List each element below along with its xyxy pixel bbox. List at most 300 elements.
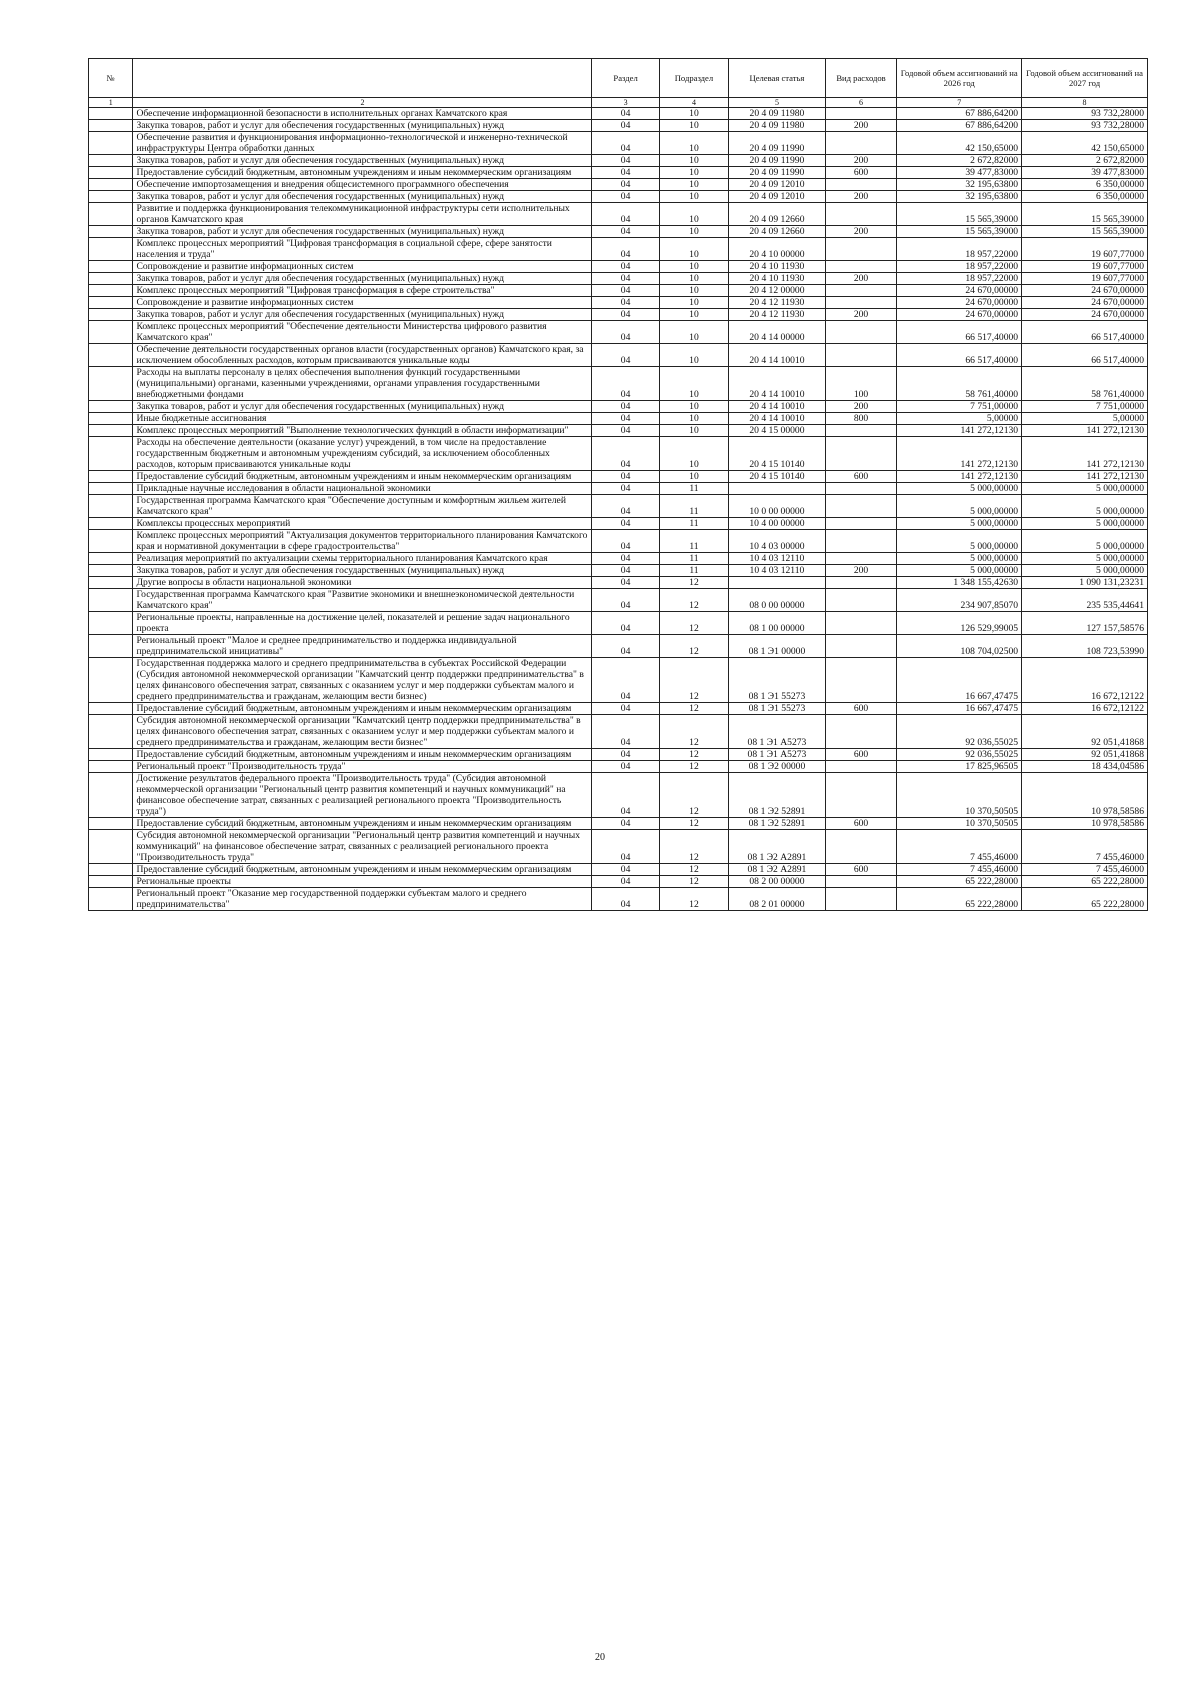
vid-rashodov-cell: 800 [825,413,897,425]
amount-2026-cell: 141 272,12130 [897,471,1022,483]
podrazdel-cell: 10 [659,108,728,120]
podrazdel-cell: 10 [659,167,728,179]
row-num-cell [89,273,133,285]
amount-2027-cell: 141 272,12130 [1022,437,1148,471]
vid-rashodov-cell: 200 [825,226,897,238]
vid-rashodov-cell [825,773,897,818]
amount-2027-cell: 16 672,12122 [1022,703,1148,715]
amount-2026-cell: 5 000,00000 [897,495,1022,518]
amount-2027-cell: 19 607,77000 [1022,261,1148,273]
amount-2027-cell: 6 350,00000 [1022,179,1148,191]
razdel-cell: 04 [592,703,659,715]
razdel-cell: 04 [592,167,659,179]
table-row [89,309,1148,321]
celevaya-statya-cell: 08 1 Э1 55273 [729,703,826,715]
amount-2027-cell: 7 455,46000 [1022,830,1148,864]
vid-rashodov-cell [825,518,897,530]
vid-rashodov-cell [825,876,897,888]
vid-rashodov-cell [825,437,897,471]
expense-name-cell: Закупка товаров, работ и услуг для обеспечения государственных (муниципальных) нужд [133,155,592,167]
celevaya-statya-cell: 20 4 09 12010 [729,191,826,203]
vid-rashodov-cell [825,530,897,553]
expense-name-cell: Предоставление субсидий бюджетным, автономным учреждениям и иным некоммерческим организациям [133,749,592,761]
podrazdel-cell: 11 [659,553,728,565]
podrazdel-cell: 10 [659,132,728,155]
razdel-cell: 04 [592,367,659,401]
celevaya-statya-cell: 20 4 15 10140 [729,437,826,471]
podrazdel-cell: 12 [659,612,728,635]
celevaya-statya-cell: 08 1 Э2 00000 [729,761,826,773]
col-number: 8 [1022,98,1148,108]
amount-2027-cell: 7 751,00000 [1022,401,1148,413]
razdel-cell: 04 [592,191,659,203]
table-row [89,437,1148,471]
amount-2027-cell: 58 761,40000 [1022,367,1148,401]
amount-2026-cell: 24 670,00000 [897,297,1022,309]
expense-name-cell: Комплекс процессных мероприятий "Выполнение технологических функций в области информатизации" [133,425,592,437]
vid-rashodov-cell: 600 [825,818,897,830]
row-num-cell [89,658,133,703]
vid-rashodov-cell [825,830,897,864]
expense-name-cell: Государственная программа Камчатского края "Обеспечение доступным и комфортным жильем жителей Камчатского края" [133,495,592,518]
expense-name-cell: Расходы на выплаты персоналу в целях обеспечения выполнения функций государственными (муниципальными) органами, казенными учреждениями, органами управления государственными внебюджетными фондами [133,367,592,401]
celevaya-statya-cell: 08 2 01 00000 [729,888,826,911]
amount-2026-cell: 18 957,22000 [897,238,1022,261]
amount-2026-cell: 5 000,00000 [897,553,1022,565]
vid-rashodov-cell: 600 [825,864,897,876]
amount-2026-cell: 92 036,55025 [897,715,1022,749]
razdel-cell: 04 [592,495,659,518]
podrazdel-cell: 12 [659,715,728,749]
podrazdel-cell: 10 [659,120,728,132]
row-num-cell [89,518,133,530]
razdel-cell: 04 [592,715,659,749]
table-row [89,553,1148,565]
expense-name-cell: Обеспечение импортозамещения и внедрения общесистемного программного обеспечения [133,179,592,191]
table-row [89,108,1148,120]
razdel-cell: 04 [592,261,659,273]
vid-rashodov-cell: 200 [825,309,897,321]
podrazdel-cell: 10 [659,367,728,401]
vid-rashodov-cell: 200 [825,155,897,167]
table-row [89,577,1148,589]
amount-2026-cell: 5 000,00000 [897,483,1022,495]
vid-rashodov-cell [825,495,897,518]
celevaya-statya-cell: 20 4 12 11930 [729,309,826,321]
celevaya-statya-cell: 10 4 03 12110 [729,565,826,577]
amount-2026-cell: 108 704,02500 [897,635,1022,658]
vid-rashodov-cell [825,553,897,565]
amount-2027-cell: 93 732,28000 [1022,120,1148,132]
razdel-cell: 04 [592,321,659,344]
podrazdel-cell: 11 [659,518,728,530]
row-num-cell [89,749,133,761]
celevaya-statya-cell: 10 4 00 00000 [729,518,826,530]
amount-2027-cell: 19 607,77000 [1022,238,1148,261]
table-row [89,120,1148,132]
table-row [89,191,1148,203]
amount-2027-cell: 16 672,12122 [1022,658,1148,703]
header-razdel: Раздел [592,59,659,98]
expense-name-cell: Развитие и поддержка функционирования телекоммуникационной инфраструктуры сети исполнительных органов Камчатского края [133,203,592,226]
podrazdel-cell: 10 [659,273,728,285]
expense-name-cell: Достижение результатов федерального проекта "Производительность труда" (Субсидия автономной некоммерческой организации "Региональный центр развития компетенций и научных коммуникаций" на финансовое обеспечение затрат, связанных с реализацией регионального проекта "Производительность труда") [133,773,592,818]
row-num-cell [89,495,133,518]
table-row [89,321,1148,344]
podrazdel-cell: 11 [659,565,728,577]
razdel-cell: 04 [592,344,659,367]
podrazdel-cell: 12 [659,761,728,773]
row-num-cell [89,238,133,261]
celevaya-statya-cell: 20 4 09 11980 [729,108,826,120]
celevaya-statya-cell: 08 1 Э1 A5273 [729,715,826,749]
table-row [89,425,1148,437]
amount-2026-cell: 32 195,63800 [897,191,1022,203]
vid-rashodov-cell: 200 [825,273,897,285]
amount-2026-cell: 24 670,00000 [897,309,1022,321]
row-num-cell [89,297,133,309]
row-num-cell [89,367,133,401]
podrazdel-cell: 10 [659,179,728,191]
expense-name-cell: Предоставление субсидий бюджетным, автономным учреждениям и иным некоммерческим организациям [133,818,592,830]
amount-2026-cell: 17 825,96505 [897,761,1022,773]
table-row [89,773,1148,818]
amount-2027-cell: 127 157,58576 [1022,612,1148,635]
amount-2026-cell: 15 565,39000 [897,226,1022,238]
row-num-cell [89,530,133,553]
row-num-cell [89,155,133,167]
celevaya-statya-cell: 20 4 12 11930 [729,297,826,309]
expense-name-cell: Субсидия автономной некоммерческой организации "Региональный центр развития компетенций и научных коммуникаций" на финансовое обеспечение затрат, связанных с реализацией регионального проекта "Производительность труда" [133,830,592,864]
podrazdel-cell: 12 [659,818,728,830]
expense-name-cell: Региональный проект "Производительность труда" [133,761,592,773]
table-row [89,261,1148,273]
amount-2026-cell: 126 529,99005 [897,612,1022,635]
celevaya-statya-cell: 08 1 Э2 52891 [729,818,826,830]
table-row [89,495,1148,518]
amount-2027-cell: 235 535,44641 [1022,589,1148,612]
expense-name-cell: Предоставление субсидий бюджетным, автономным учреждениям и иным некоммерческим организациям [133,167,592,179]
amount-2026-cell: 7 455,46000 [897,830,1022,864]
amount-2027-cell: 5 000,00000 [1022,553,1148,565]
razdel-cell: 04 [592,437,659,471]
expense-name-cell: Предоставление субсидий бюджетным, автономным учреждениям и иным некоммерческим организациям [133,864,592,876]
amount-2027-cell: 108 723,53990 [1022,635,1148,658]
amount-2026-cell: 15 565,39000 [897,203,1022,226]
table-row [89,715,1148,749]
expense-name-cell: Закупка товаров, работ и услуг для обеспечения государственных (муниципальных) нужд [133,120,592,132]
amount-2026-cell: 7 455,46000 [897,864,1022,876]
vid-rashodov-cell [825,203,897,226]
vid-rashodov-cell [825,589,897,612]
razdel-cell: 04 [592,761,659,773]
table-row [89,864,1148,876]
row-num-cell [89,830,133,864]
row-num-cell [89,437,133,471]
podrazdel-cell: 11 [659,483,728,495]
razdel-cell: 04 [592,132,659,155]
celevaya-statya-cell: 20 4 14 10010 [729,413,826,425]
podrazdel-cell: 10 [659,285,728,297]
header-assign-2026: Годовой объем ассигнований на 2026 год [897,59,1022,98]
row-num-cell [89,888,133,911]
row-num-cell [89,132,133,155]
razdel-cell: 04 [592,179,659,191]
amount-2027-cell: 24 670,00000 [1022,285,1148,297]
celevaya-statya-cell: 20 4 09 12660 [729,203,826,226]
row-num-cell [89,818,133,830]
podrazdel-cell: 10 [659,155,728,167]
header-name [133,59,592,98]
table-header-row [89,59,1148,98]
amount-2026-cell: 2 672,82000 [897,155,1022,167]
row-num-cell [89,876,133,888]
table-row [89,518,1148,530]
table-body [89,108,1148,911]
razdel-cell: 04 [592,635,659,658]
podrazdel-cell: 12 [659,773,728,818]
vid-rashodov-cell [825,888,897,911]
amount-2027-cell: 10 978,58586 [1022,818,1148,830]
amount-2027-cell: 66 517,40000 [1022,321,1148,344]
razdel-cell: 04 [592,203,659,226]
table-row [89,297,1148,309]
expense-name-cell: Субсидия автономной некоммерческой организации "Камчатский центр поддержки предпринимательства" в целях финансового обеспечения затрат, связанных с оказанием услуг и мер поддержки субъектам малого и среднего предпринимательства и гражданам, желающим вести бизнес" [133,715,592,749]
row-num-cell [89,261,133,273]
amount-2026-cell: 5 000,00000 [897,565,1022,577]
amount-2027-cell: 24 670,00000 [1022,309,1148,321]
expense-name-cell: Обеспечение развития и функционирования информационно-технологической и инженерно-технической инфраструктуры Центра обработки данных [133,132,592,155]
celevaya-statya-cell: 20 4 09 11990 [729,167,826,179]
table-row [89,749,1148,761]
celevaya-statya-cell: 08 1 Э2 52891 [729,773,826,818]
col-number: 2 [133,98,592,108]
amount-2026-cell: 42 150,65000 [897,132,1022,155]
row-num-cell [89,577,133,589]
vid-rashodov-cell [825,425,897,437]
celevaya-statya-cell: 08 1 00 00000 [729,612,826,635]
podrazdel-cell: 12 [659,589,728,612]
col-number: 7 [897,98,1022,108]
celevaya-statya-cell: 20 4 14 00000 [729,321,826,344]
celevaya-statya-cell: 20 4 10 00000 [729,238,826,261]
row-num-cell [89,413,133,425]
amount-2026-cell: 5,00000 [897,413,1022,425]
razdel-cell: 04 [592,589,659,612]
table-row [89,203,1148,226]
row-num-cell [89,761,133,773]
razdel-cell: 04 [592,483,659,495]
podrazdel-cell: 12 [659,635,728,658]
amount-2026-cell: 66 517,40000 [897,321,1022,344]
razdel-cell: 04 [592,413,659,425]
expense-name-cell: Закупка товаров, работ и услуг для обеспечения государственных (муниципальных) нужд [133,401,592,413]
row-num-cell [89,864,133,876]
vid-rashodov-cell [825,297,897,309]
celevaya-statya-cell: 10 0 00 00000 [729,495,826,518]
podrazdel-cell: 12 [659,577,728,589]
table-row [89,876,1148,888]
table-row [89,658,1148,703]
row-num-cell [89,401,133,413]
vid-rashodov-cell [825,715,897,749]
celevaya-statya-cell: 08 1 Э2 A2891 [729,864,826,876]
celevaya-statya-cell: 20 4 10 11930 [729,261,826,273]
amount-2026-cell: 92 036,55025 [897,749,1022,761]
table-row [89,179,1148,191]
expense-name-cell: Государственная программа Камчатского края "Развитие экономики и внешнеэкономической деятельности Камчатского края" [133,589,592,612]
podrazdel-cell: 10 [659,425,728,437]
vid-rashodov-cell [825,238,897,261]
expense-name-cell: Закупка товаров, работ и услуг для обеспечения государственных (муниципальных) нужд [133,309,592,321]
expense-name-cell: Комплекс процессных мероприятий "Цифровая трансформация в социальной сфере, сфере занятости населения и труда" [133,238,592,261]
podrazdel-cell: 10 [659,471,728,483]
expense-name-cell: Реализация мероприятий по актуализации схемы территориального планирования Камчатского края [133,553,592,565]
amount-2026-cell: 10 370,50505 [897,818,1022,830]
amount-2027-cell: 42 150,65000 [1022,132,1148,155]
celevaya-statya-cell: 08 2 00 00000 [729,876,826,888]
row-num-cell [89,344,133,367]
celevaya-statya-cell [729,577,826,589]
amount-2027-cell: 2 672,82000 [1022,155,1148,167]
amount-2027-cell: 19 607,77000 [1022,273,1148,285]
table-row [89,167,1148,179]
razdel-cell: 04 [592,309,659,321]
expense-name-cell: Комплекс процессных мероприятий "Обеспечение деятельности Министерства цифрового развития Камчатского края" [133,321,592,344]
razdel-cell: 04 [592,108,659,120]
amount-2027-cell: 141 272,12130 [1022,425,1148,437]
amount-2027-cell: 65 222,28000 [1022,888,1148,911]
amount-2026-cell: 24 670,00000 [897,285,1022,297]
row-num-cell [89,321,133,344]
header-podrazdel: Подраздел [659,59,728,98]
table-row [89,238,1148,261]
amount-2026-cell: 39 477,83000 [897,167,1022,179]
vid-rashodov-cell [825,658,897,703]
razdel-cell: 04 [592,658,659,703]
podrazdel-cell: 11 [659,495,728,518]
table-row [89,530,1148,553]
table-row [89,367,1148,401]
podrazdel-cell: 10 [659,297,728,309]
row-num-cell [89,612,133,635]
amount-2027-cell: 92 051,41868 [1022,749,1148,761]
podrazdel-cell: 10 [659,191,728,203]
row-num-cell [89,108,133,120]
expense-name-cell: Предоставление субсидий бюджетным, автономным учреждениям и иным некоммерческим организациям [133,703,592,715]
row-num-cell [89,285,133,297]
amount-2026-cell: 234 907,85070 [897,589,1022,612]
vid-rashodov-cell [825,761,897,773]
table-row [89,285,1148,297]
razdel-cell: 04 [592,749,659,761]
vid-rashodov-cell [825,179,897,191]
razdel-cell: 04 [592,773,659,818]
amount-2026-cell: 18 957,22000 [897,273,1022,285]
razdel-cell: 04 [592,612,659,635]
expense-name-cell: Закупка товаров, работ и услуг для обеспечения государственных (муниципальных) нужд [133,191,592,203]
table-row [89,483,1148,495]
amount-2027-cell: 66 517,40000 [1022,344,1148,367]
row-num-cell [89,589,133,612]
table-row [89,830,1148,864]
table-row [89,589,1148,612]
vid-rashodov-cell: 200 [825,565,897,577]
row-num-cell [89,483,133,495]
celevaya-statya-cell: 20 4 12 00000 [729,285,826,297]
celevaya-statya-cell: 20 4 09 12660 [729,226,826,238]
expense-name-cell: Государственная поддержка малого и среднего предпринимательства в субъектах Российской Федерации (Субсидия автономной некоммерческой организации "Камчатский центр поддержки предпринимательства" в целях финансового обеспечения затрат, связанных с оказанием услуг и мер поддержки субъектам малого и среднего предпринимательства и гражданам, желающим вести бизнес) [133,658,592,703]
expense-name-cell: Обеспечение информационной безопасности в исполнительных органах Камчатского края [133,108,592,120]
table-row [89,761,1148,773]
razdel-cell: 04 [592,518,659,530]
vid-rashodov-cell [825,285,897,297]
podrazdel-cell: 10 [659,226,728,238]
razdel-cell: 04 [592,120,659,132]
amount-2026-cell: 16 667,47475 [897,703,1022,715]
vid-rashodov-cell [825,108,897,120]
row-num-cell [89,471,133,483]
expense-name-cell: Региональные проекты [133,876,592,888]
amount-2026-cell: 7 751,00000 [897,401,1022,413]
podrazdel-cell: 10 [659,261,728,273]
celevaya-statya-cell: 20 4 09 11990 [729,155,826,167]
amount-2027-cell: 5 000,00000 [1022,565,1148,577]
col-number: 3 [592,98,659,108]
vid-rashodov-cell [825,483,897,495]
expense-name-cell: Сопровождение и развитие информационных систем [133,297,592,309]
amount-2027-cell: 39 477,83000 [1022,167,1148,179]
amount-2026-cell: 16 667,47475 [897,658,1022,703]
amount-2027-cell: 24 670,00000 [1022,297,1148,309]
razdel-cell: 04 [592,530,659,553]
expense-name-cell: Комплексы процессных мероприятий [133,518,592,530]
podrazdel-cell: 10 [659,413,728,425]
celevaya-statya-cell: 10 4 03 00000 [729,530,826,553]
celevaya-statya-cell [729,483,826,495]
amount-2026-cell: 1 348 155,42630 [897,577,1022,589]
vid-rashodov-cell [825,261,897,273]
row-num-cell [89,553,133,565]
amount-2027-cell: 10 978,58586 [1022,773,1148,818]
podrazdel-cell: 12 [659,703,728,715]
col-number: 4 [659,98,728,108]
row-num-cell [89,425,133,437]
row-num-cell [89,191,133,203]
razdel-cell: 04 [592,471,659,483]
amount-2027-cell: 5 000,00000 [1022,483,1148,495]
celevaya-statya-cell: 20 4 15 00000 [729,425,826,437]
podrazdel-cell: 12 [659,864,728,876]
razdel-cell: 04 [592,553,659,565]
table-row [89,818,1148,830]
amount-2026-cell: 65 222,28000 [897,876,1022,888]
expense-name-cell: Обеспечение деятельности государственных органов власти (государственных органов) Камчатского края, за исключением обособленных расходов, которым присваиваются уникальные коды [133,344,592,367]
table-row [89,888,1148,911]
razdel-cell: 04 [592,565,659,577]
vid-rashodov-cell: 100 [825,367,897,401]
header-vid-rashodov: Вид расходов [825,59,897,98]
amount-2027-cell: 5 000,00000 [1022,530,1148,553]
expense-name-cell: Региональные проекты, направленные на достижение целей, показателей и решение задач национального проекта [133,612,592,635]
razdel-cell: 04 [592,577,659,589]
amount-2027-cell: 93 732,28000 [1022,108,1148,120]
budget-table [88,58,1148,911]
vid-rashodov-cell [825,612,897,635]
amount-2027-cell: 5 000,00000 [1022,495,1148,518]
table-row [89,273,1148,285]
amount-2026-cell: 5 000,00000 [897,530,1022,553]
